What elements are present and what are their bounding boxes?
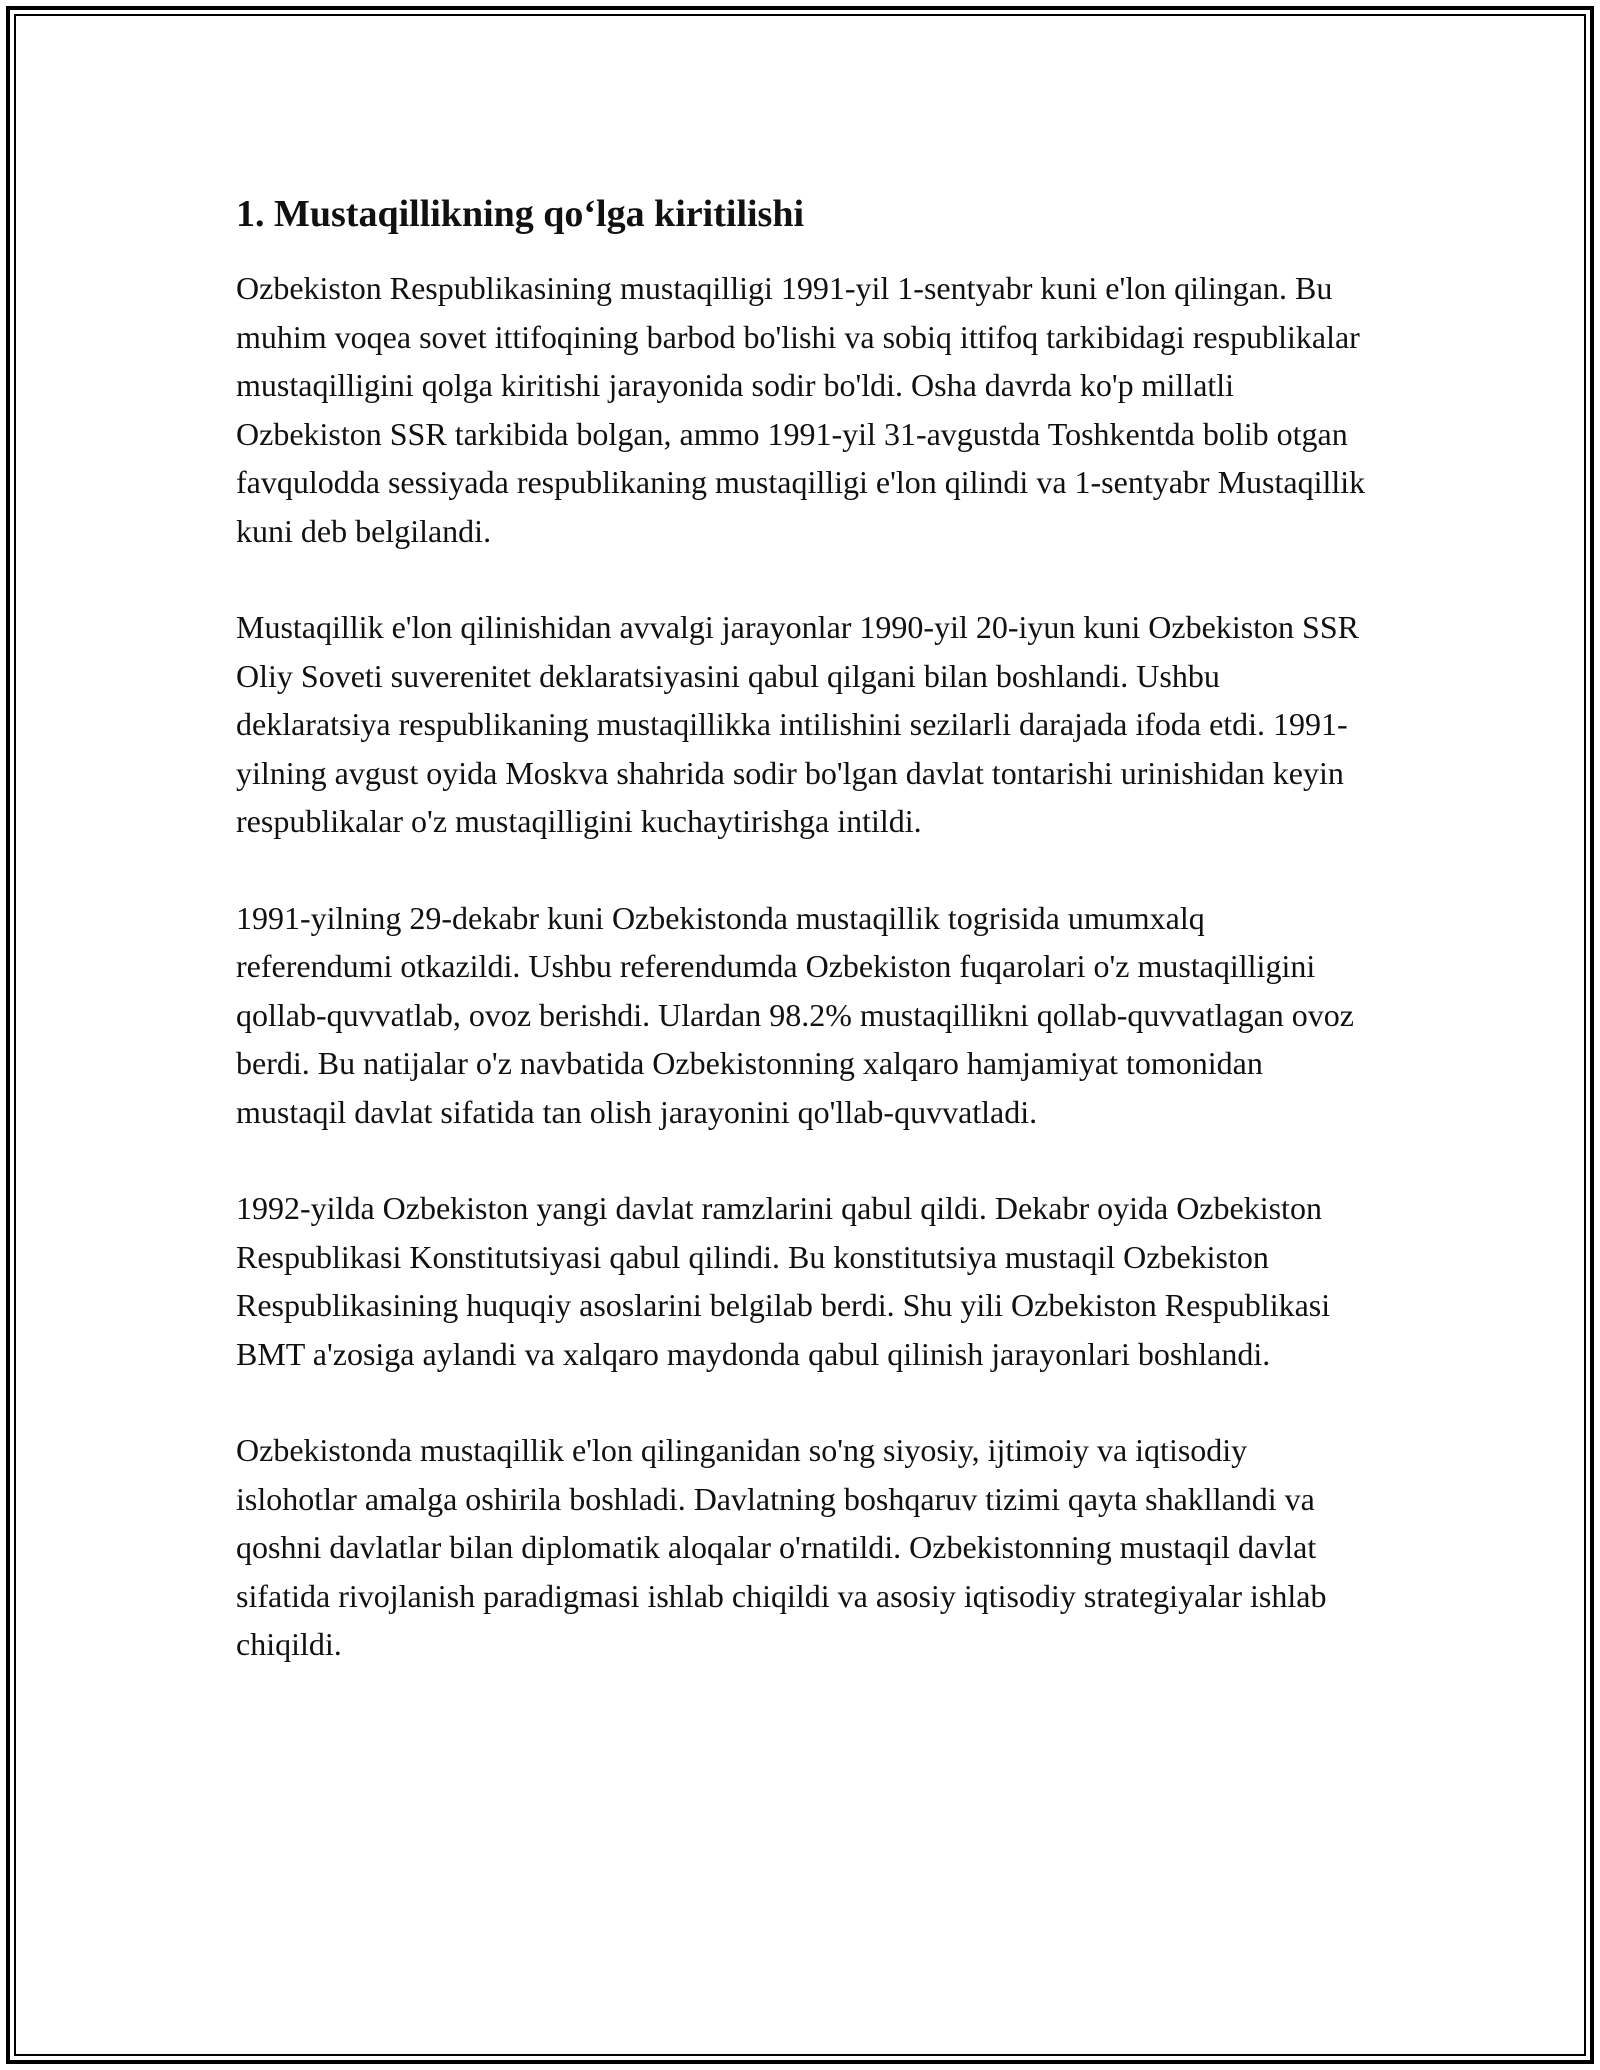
- section-heading: 1. Mustaqillikning qo‘lga kiritilishi: [236, 193, 805, 235]
- document-body: [236, 186, 1366, 1717]
- paragraph-1: Ozbekiston Respublikasining mustaqilligi 1991-yil 1-sentyabr kuni e'lon qilingan. Bu muhim voqea sovet ittifoqining barbod bo'lishi va sobiq ittifoq tarkibidagi respublikalar mustaqilligini qolga kiritishi jarayonida sodir bo'ldi. Osha davrda ko'p millatli Ozbekiston SSR tarkibida bolgan, ammo 1991-yil 31-avgustda Toshkentda bolib otgan favqulodda sessiyada respublikaning mustaqilligi e'lon qilindi va 1-sentyabr Mustaqillik kuni deb belgilandi.: [236, 270, 1366, 549]
- paragraph-2: Mustaqillik e'lon qilinishidan avvalgi jarayonlar 1990-yil 20-iyun kuni Ozbekiston SSR Oliy Soveti suverenitet deklaratsiyasini qabul qilgani bilan boshlandi. Ushbu deklaratsiya respublikaning mustaqillikka intilishini sezilarli darajada ifoda etdi. 1991-yilning avgust oyida Moskva shahrida sodir bo'lgan davlat tontarishi urinishidan keyin respublikalar o'z mustaqilligini kuchaytirishga intildi.: [236, 609, 1359, 839]
- paragraph-5: Ozbekistonda mustaqillik e'lon qilinganidan so'ng siyosiy, ijtimoiy va iqtisodiy islohotlar amalga oshirila boshladi. Davlatning boshqaruv tizimi qayta shakllandi va qoshni davlatlar bilan diplomatik aloqalar o'rnatildi. Ozbekistonning mustaqil davlat sifatida rivojlanish paradigmasi ishlab chiqildi va asosiy iqtisodiy strategiyalar ishlab chiqildi.: [236, 1432, 1327, 1662]
- paragraph-4: 1992-yilda Ozbekiston yangi davlat ramzlarini qabul qildi. Dekabr oyida Ozbekiston Respublikasi Konstitutsiyasi qabul qilindi. Bu konstitutsiya mustaqil Ozbekiston Respublikasining huquqiy asoslarini belgilab berdi. Shu yili Ozbekiston Respublikasi BMT a'zosiga aylandi va xalqaro maydonda qabul qilinish jarayonlari boshlandi.: [236, 1190, 1331, 1372]
- paragraph-3: 1991-yilning 29-dekabr kuni Ozbekistonda mustaqillik togrisida umumxalq referendumi otkazildi. Ushbu referendumda Ozbekiston fuqarolari o'z mustaqilligini qollab-quvvatlab, ovoz berishdi. Ulardan 98.2% mustaqillikni qollab-quvvatlagan ovoz berdi. Bu natijalar o'z navbatida Ozbekistonning xalqaro hamjamiyat tomonidan mustaqil davlat sifatida tan olish jarayonini qo'llab-quvvatladi.: [236, 899, 1354, 1130]
